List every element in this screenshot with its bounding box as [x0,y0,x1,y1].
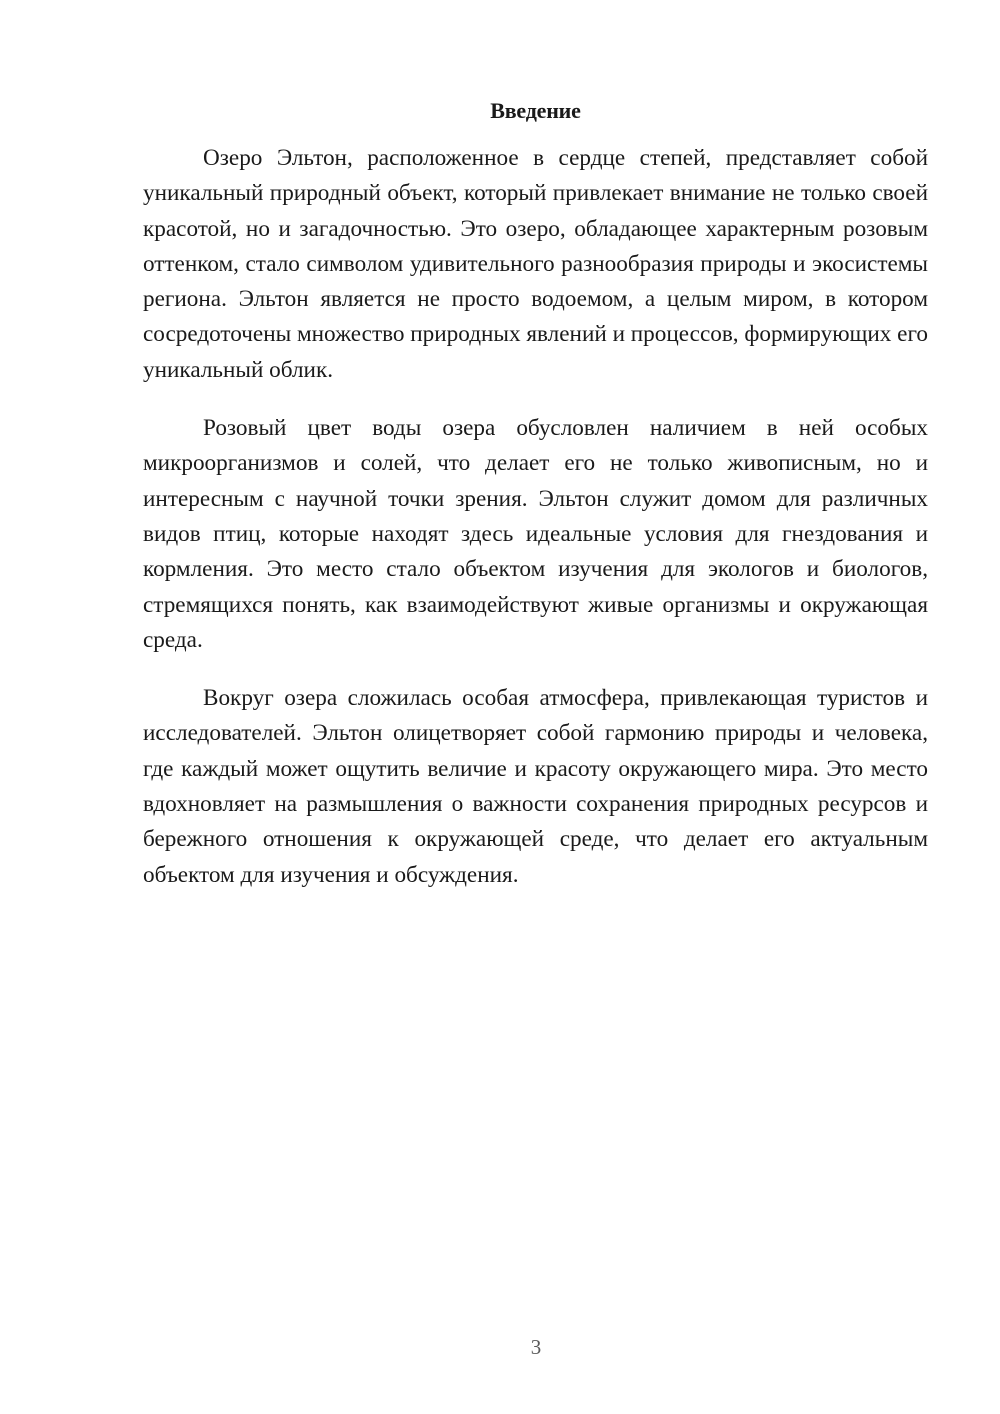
body-text [143,141,928,916]
section-heading: Введение [490,98,581,123]
paragraph-3: Вокруг озера сложилась особая атмосфера, привлекающая туристов и исследователей. Эльтон олицетворяет собой гармонию природы и человека, где каждый может ощутить величие и красоту окружающего мира. Это место вдохновляет на размышления о важности сохранения природных ресурсов и бережного отношения к окружающей среде, что делает его актуальным объектом для изучения и обсуждения. [143,685,928,888]
page-number: 3 [530,1335,542,1359]
paragraph-2: Розовый цвет воды озера обусловлен наличием в ней особых микроорганизмов и солей, что делает его не только живописным, но и интересным с научной точки зрения. Эльтон служит домом для различных видов птиц, которые находят здесь идеальные условия для гнездования и кормления. Это место стало объектом изучения для экологов и биологов, стремящихся понять, как взаимодействуют живые организмы и окружающая среда. [143,415,928,653]
paragraph-1: Озеро Эльтон, расположенное в сердце степей, представляет собой уникальный природный объект, который привлекает внимание не только своей красотой, но и загадочностью. Это озеро, обладающее характерным розовым оттенком, стало символом удивительного разнообразия природы и экосистемы региона. Эльтон является не просто водоемом, а целым миром, в котором сосредоточены множество природных явлений и процессов, формирующих его уникальный облик. [143,145,928,383]
